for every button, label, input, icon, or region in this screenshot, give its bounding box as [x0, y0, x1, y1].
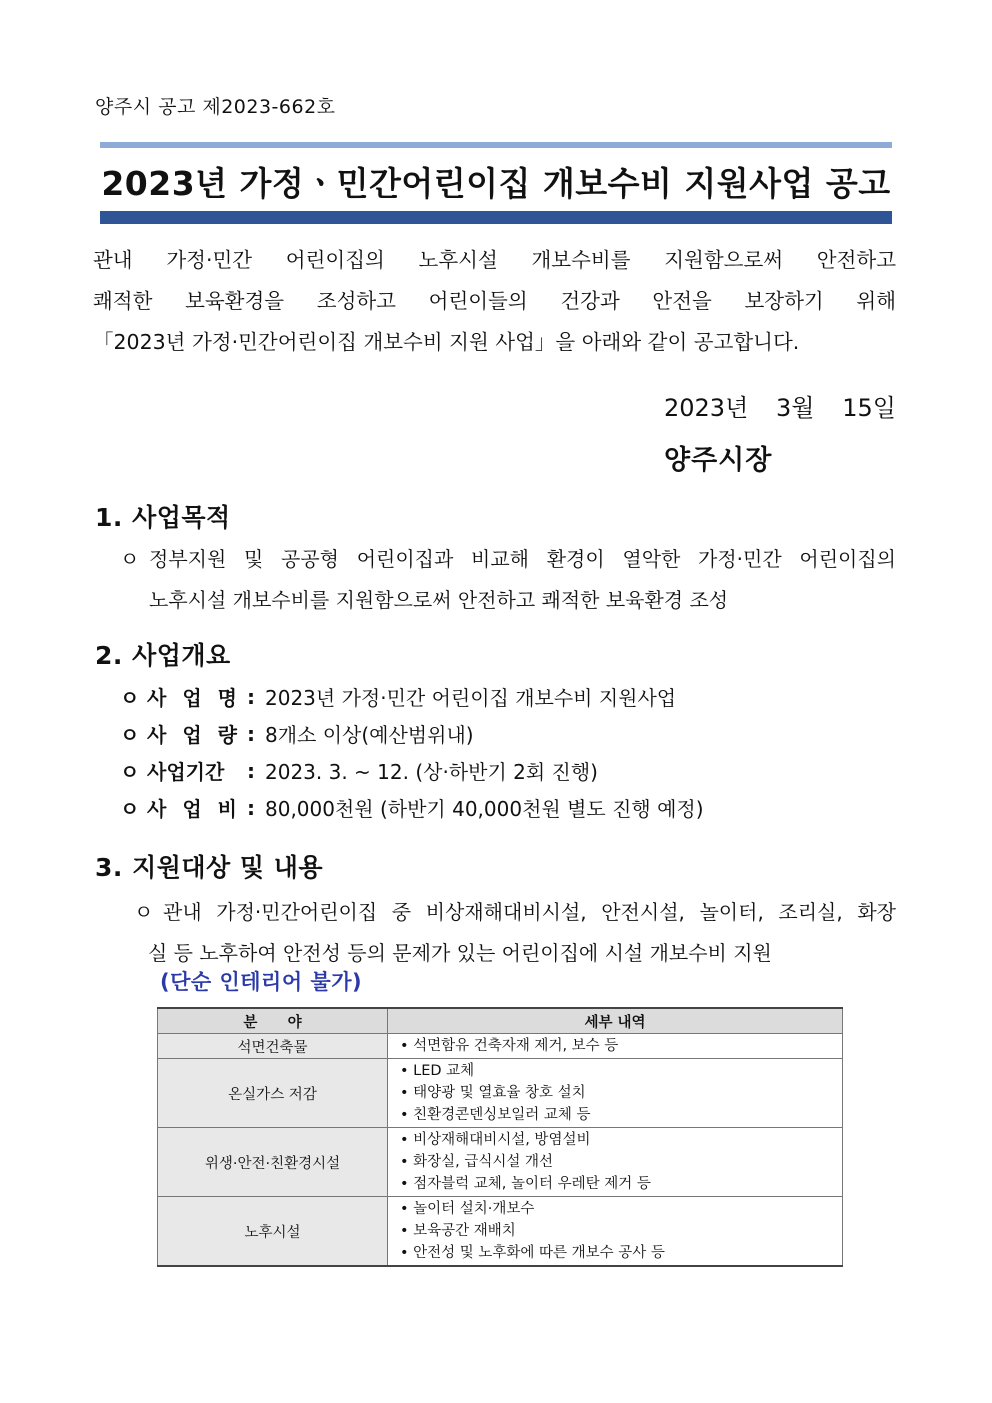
- announcement-date: [664, 388, 896, 423]
- notice-number: 양주시 공고 제2023-662호: [95, 96, 336, 118]
- bullet-icon: ㅇ: [120, 723, 140, 747]
- bullet-icon: ㅇ: [134, 900, 154, 924]
- detail-item: • 점자블럭 교체, 놀이터 우레탄 제거 등: [400, 1176, 651, 1192]
- intro-line-2: 쾌적한 보육환경을 조성하고 어린이들의 건강과 안전을 보장하기 위해: [93, 289, 896, 313]
- date-year: 2023년: [664, 394, 749, 422]
- target-paragraph: [134, 892, 896, 974]
- intro-line-1: 관내 가정·민간 어린이집의 노후시설 개보수비를 지원함으로써 안전하고: [93, 248, 896, 272]
- overview-item: [120, 789, 704, 826]
- overview-value: 80,000천원 (하반기 40,000천원 별도 진행 예정): [265, 797, 704, 821]
- overview-value: 2023. 3. ~ 12. (상·하반기 2회 진행): [265, 760, 598, 784]
- page-title: 2023년 가정ㆍ민간어린이집 개보수비 지원사업 공고: [101, 164, 891, 203]
- detail-item: • 석면함유 건축자재 제거, 보수 등: [400, 1038, 619, 1054]
- row-category: 위생·안전·친환경시설: [158, 1128, 388, 1197]
- overview-label: 사 업 명: [147, 686, 237, 710]
- detail-item: • 보육공간 재배치: [400, 1223, 516, 1239]
- interior-exclusion-note: (단순 인테리어 불가): [160, 970, 363, 994]
- overview-list: [120, 678, 704, 826]
- table-header-row: [158, 1008, 843, 1034]
- bullet-icon: ㅇ: [120, 760, 140, 784]
- detail-item: • 안전성 및 노후화에 따른 개보수 공사 등: [400, 1245, 665, 1261]
- purpose-line-1: 정부지원 및 공공형 어린이집과 비교해 환경이 열악한 가정·민간 어린이집의: [149, 547, 896, 571]
- overview-item: [120, 678, 704, 715]
- row-category: 온실가스 저감: [158, 1059, 388, 1128]
- bullet-icon: ㅇ: [120, 547, 140, 571]
- table-row: [158, 1034, 843, 1059]
- row-details: [388, 1128, 843, 1197]
- detail-item: • 태양광 및 열효율 창호 설치: [400, 1085, 586, 1101]
- target-line-1: 관내 가정·민간어린이집 중 비상재해대비시설, 안전시설, 놀이터, 조리실, 화장: [163, 900, 896, 924]
- overview-colon: :: [247, 795, 255, 820]
- overview-item: [120, 752, 704, 789]
- target-line-2: 실 등 노후하여 안전성 등의 문제가 있는 어린이집에 시설 개보수비 지원: [148, 941, 772, 965]
- purpose-paragraph: [120, 539, 896, 621]
- header-category: 분 야: [158, 1008, 388, 1034]
- row-details: [388, 1059, 843, 1128]
- table-row: [158, 1197, 843, 1267]
- detail-item: • LED 교체: [400, 1063, 475, 1079]
- row-category: 석면건축물: [158, 1034, 388, 1059]
- detail-item: • 화장실, 급식시설 개선: [400, 1154, 554, 1170]
- header-details: 세부 내역: [388, 1008, 843, 1034]
- section-heading-target: 3. 지원대상 및 내용: [95, 853, 324, 882]
- overview-colon: :: [247, 758, 255, 783]
- row-details: [388, 1197, 843, 1267]
- date-day: 15일: [842, 394, 896, 422]
- overview-value: 2023년 가정·민간 어린이집 개보수비 지원사업: [265, 686, 677, 710]
- intro-line-3: 「2023년 가정·민간어린이집 개보수비 지원 사업」을 아래와 같이 공고합니다.: [93, 330, 800, 354]
- purpose-line-2: 노후시설 개보수비를 지원함으로써 안전하고 쾌적한 보육환경 조성: [149, 588, 729, 612]
- detail-item: • 친환경콘덴싱보일러 교체 등: [400, 1107, 591, 1123]
- section-heading-overview: 2. 사업개요: [95, 641, 231, 670]
- issuer: 양주시장: [664, 445, 773, 476]
- overview-item: [120, 715, 704, 752]
- overview-label: 사 업 비: [147, 797, 237, 821]
- section-heading-purpose: 1. 사업목적: [95, 503, 231, 532]
- overview-colon: :: [247, 721, 255, 746]
- table-row: [158, 1128, 843, 1197]
- title-bottom-bar: [100, 211, 892, 224]
- overview-value: 8개소 이상(예산범위내): [265, 723, 474, 747]
- detail-item: • 놀이터 설치·개보수: [400, 1201, 535, 1217]
- overview-label: 사 업 량: [147, 723, 237, 747]
- row-category: 노후시설: [158, 1197, 388, 1267]
- date-month: 3월: [776, 394, 815, 422]
- support-table: [157, 1007, 843, 1267]
- overview-label: 사업기간: [147, 760, 225, 784]
- bullet-icon: ㅇ: [120, 797, 140, 821]
- title-top-bar: [100, 142, 892, 148]
- table-row: [158, 1059, 843, 1128]
- bullet-icon: ㅇ: [120, 686, 140, 710]
- detail-item: • 비상재해대비시설, 방염설비: [400, 1132, 591, 1148]
- row-details: [388, 1034, 843, 1059]
- intro-paragraph: [93, 240, 896, 363]
- overview-colon: :: [247, 684, 255, 709]
